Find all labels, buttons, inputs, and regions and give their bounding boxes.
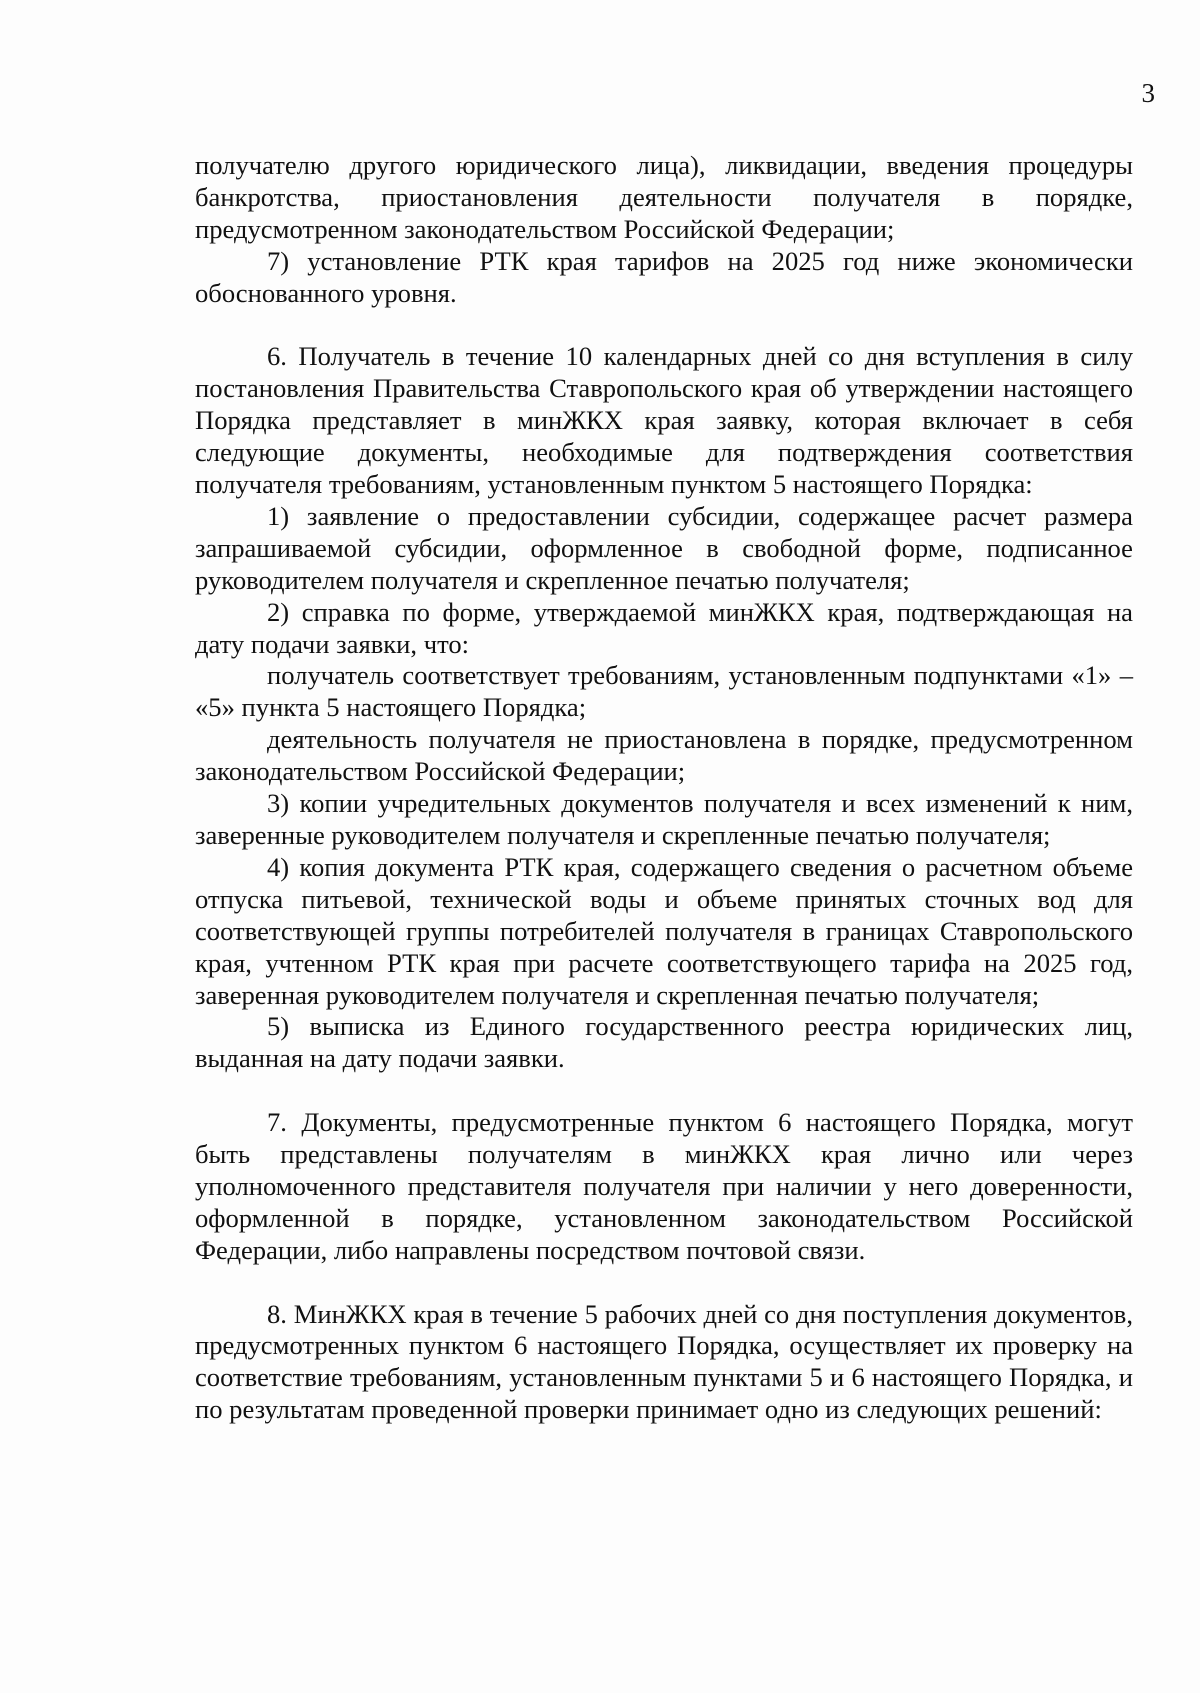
paragraph-item-5: 5) выписка из Единого государственного реестра юридических лиц, выданная на дату подачи заявки. xyxy=(195,1011,1133,1074)
page-number: 3 xyxy=(1141,78,1155,108)
document-body xyxy=(195,150,1133,1426)
paragraph-item-4: 4) копия документа РТК края, содержащего сведения о расчетном объеме отпуска питьевой, технической воды и объеме принятых сточных вод для соответствующей группы потребителей получателя в границах Ставропольского края, учтенном РТК края при расчете соответствующего тарифа на 2025 год, заверенная руководителем получателя и скрепленная печатью получателя; xyxy=(195,851,1133,1010)
paragraph-item-3: 3) копии учредительных документов получателя и всех изменений к ним, заверенные руководителем получателя и скрепленные печатью получателя; xyxy=(195,788,1133,851)
paragraph-section-8: 8. МинЖКХ края в течение 5 рабочих дней со дня поступления документов, предусмотренных пунктом 6 настоящего Порядка, осуществляет их проверку на соответствие требованиям, установленным пунктами 5 и 6 настоящего Порядка, и по результатам проведенной проверки принимает одно из следующих решений: xyxy=(195,1298,1133,1425)
paragraph-subitem-activity: деятельность получателя не приостановлена в порядке, предусмотренном законодательством Российской Федерации; xyxy=(195,724,1133,787)
paragraph-item-7: 7) установление РТК края тарифов на 2025 год ниже экономически обоснованного уровня. xyxy=(195,245,1133,308)
paragraph-continuation: получателю другого юридического лица), ликвидации, введения процедуры банкротства, приостановления деятельности получателя в порядке, предусмотренном законодательством Российской Федерации; xyxy=(195,150,1133,244)
paragraph-section-6: 6. Получатель в течение 10 календарных дней со дня вступления в силу постановления Правительства Ставропольского края об утверждении настоящего Порядка представляет в минЖКХ края заявку, которая включает в себя следующие документы, необходимые для подтверждения соответствия получателя требованиям, установленным пунктом 5 настоящего Порядка: xyxy=(195,341,1133,500)
paragraph-section-7: 7. Документы, предусмотренные пунктом 6 настоящего Порядка, могут быть представлены получателям в минЖКХ края лично или через уполномоченного представителя получателя при наличии у него доверенности, оформленной в порядке, установленном законодательством Российской Федерации, либо направлены посредством почтовой связи. xyxy=(195,1107,1133,1265)
paragraph-subitem-requirements: получатель соответствует требованиям, установленным подпунктами «1» – «5» пункта 5 настоящего Порядка; xyxy=(195,660,1133,723)
paragraph-item-2: 2) справка по форме, утверждаемой минЖКХ края, подтверждающая на дату подачи заявки, что: xyxy=(195,596,1133,659)
paragraph-item-1: 1) заявление о предоставлении субсидии, содержащее расчет размера запрашиваемой субсидии, оформленное в свободной форме, подписанное руководителем получателя и скрепленное печатью получателя; xyxy=(195,500,1133,595)
